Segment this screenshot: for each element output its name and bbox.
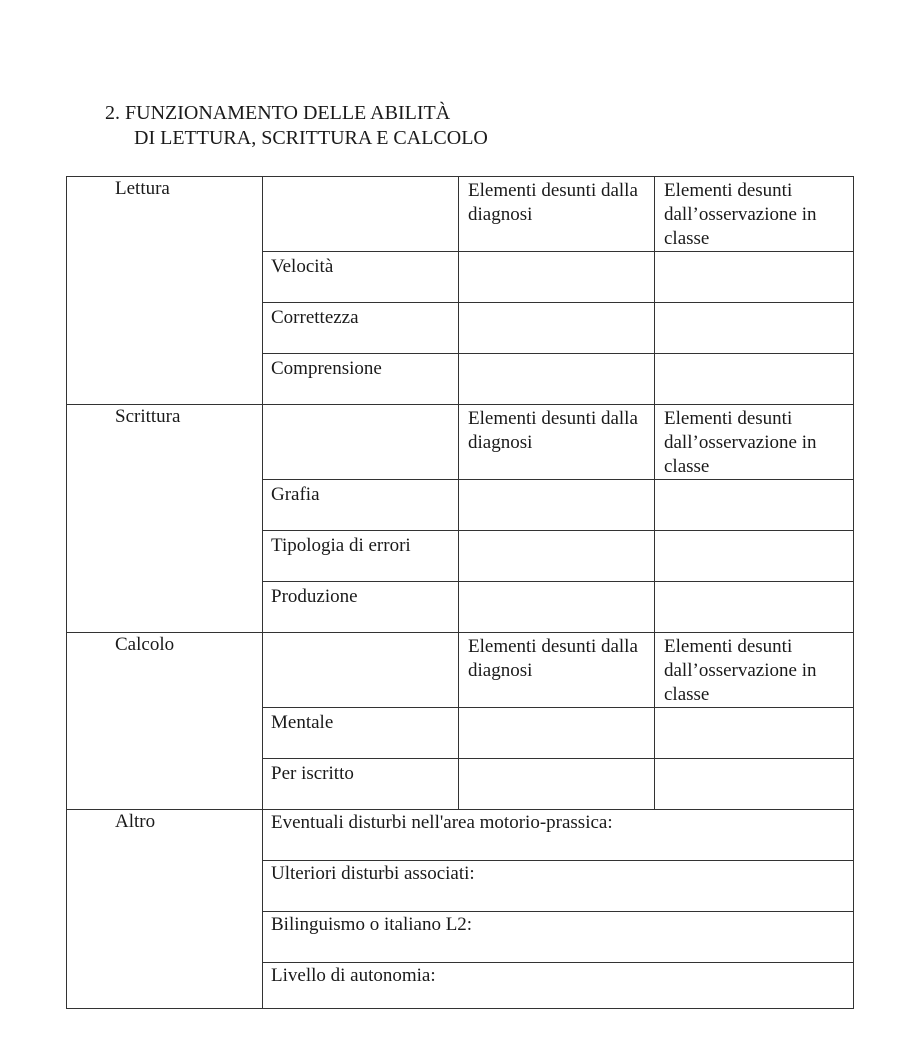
diagnosi-input-cell[interactable] bbox=[459, 531, 655, 582]
altro-field-autonomia[interactable]: Livello di autonomia: bbox=[263, 963, 854, 1009]
diagnosi-input-cell[interactable] bbox=[459, 480, 655, 531]
abilities-table bbox=[66, 176, 854, 1009]
empty-header-cell bbox=[263, 633, 459, 708]
osservazione-input-cell[interactable] bbox=[655, 252, 854, 303]
altro-field-disturbi[interactable]: Ulteriori disturbi associati: bbox=[263, 861, 854, 912]
col-header-osservazione: Elementi desunti dall’osservazione in classe bbox=[655, 177, 854, 252]
col-header-osservazione: Elementi desunti dall’osservazione in classe bbox=[655, 633, 854, 708]
lettura-header-row bbox=[67, 177, 854, 252]
row-label: Mentale bbox=[263, 708, 459, 759]
osservazione-input-cell[interactable] bbox=[655, 708, 854, 759]
diagnosi-input-cell[interactable] bbox=[459, 708, 655, 759]
osservazione-input-cell[interactable] bbox=[655, 354, 854, 405]
empty-header-cell bbox=[263, 405, 459, 480]
section-heading bbox=[105, 101, 488, 151]
calcolo-header-row bbox=[67, 633, 854, 708]
col-header-diagnosi: Elementi desunti dalla diagnosi bbox=[459, 633, 655, 708]
row-label: Produzione bbox=[263, 582, 459, 633]
diagnosi-input-cell[interactable] bbox=[459, 252, 655, 303]
area-label-altro: Altro bbox=[115, 811, 156, 832]
table-row bbox=[67, 810, 854, 861]
scrittura-header-row bbox=[67, 405, 854, 480]
osservazione-input-cell[interactable] bbox=[655, 582, 854, 633]
osservazione-input-cell[interactable] bbox=[655, 480, 854, 531]
diagnosi-input-cell[interactable] bbox=[459, 354, 655, 405]
altro-field-motorio[interactable]: Eventuali disturbi nell'area motorio-prassica: bbox=[263, 810, 854, 861]
row-label: Correttezza bbox=[263, 303, 459, 354]
col-header-osservazione: Elementi desunti dall’osservazione in classe bbox=[655, 405, 854, 480]
osservazione-input-cell[interactable] bbox=[655, 303, 854, 354]
row-label: Grafia bbox=[263, 480, 459, 531]
area-label-calcolo: Calcolo bbox=[115, 634, 175, 655]
area-altro bbox=[67, 810, 263, 1009]
diagnosi-input-cell[interactable] bbox=[459, 582, 655, 633]
col-header-diagnosi: Elementi desunti dalla diagnosi bbox=[459, 177, 655, 252]
row-label: Comprensione bbox=[263, 354, 459, 405]
area-scrittura bbox=[67, 405, 263, 633]
col-header-diagnosi: Elementi desunti dalla diagnosi bbox=[459, 405, 655, 480]
osservazione-input-cell[interactable] bbox=[655, 531, 854, 582]
osservazione-input-cell[interactable] bbox=[655, 759, 854, 810]
diagnosi-input-cell[interactable] bbox=[459, 303, 655, 354]
empty-header-cell bbox=[263, 177, 459, 252]
diagnosi-input-cell[interactable] bbox=[459, 759, 655, 810]
heading-line-1: 2. FUNZIONAMENTO DELLE ABILITÀ bbox=[105, 102, 451, 124]
heading-line-2: DI LETTURA, SCRITTURA E CALCOLO bbox=[134, 127, 488, 149]
row-label: Per iscritto bbox=[263, 759, 459, 810]
area-lettura bbox=[67, 177, 263, 405]
row-label: Velocità bbox=[263, 252, 459, 303]
area-label-scrittura: Scrittura bbox=[115, 406, 181, 427]
area-label-lettura: Lettura bbox=[115, 178, 170, 199]
row-label: Tipologia di errori bbox=[263, 531, 459, 582]
area-calcolo bbox=[67, 633, 263, 810]
altro-field-bilinguismo[interactable]: Bilinguismo o italiano L2: bbox=[263, 912, 854, 963]
